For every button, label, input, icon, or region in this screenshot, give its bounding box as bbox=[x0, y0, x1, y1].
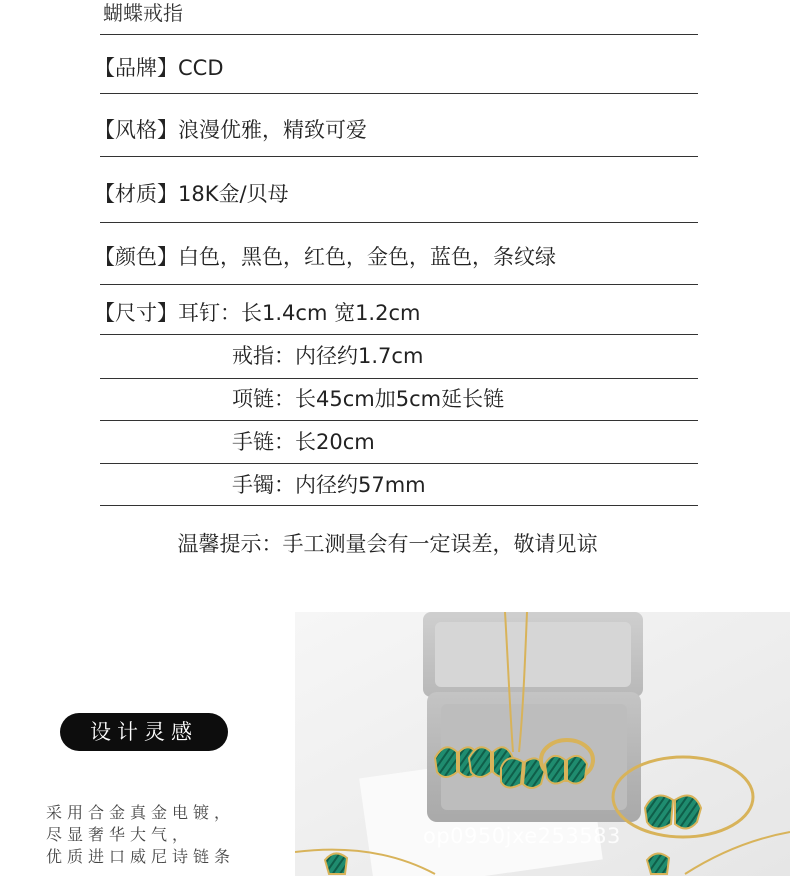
spec-key: 【材质】 bbox=[94, 182, 178, 206]
spec-key: 【品牌】 bbox=[94, 56, 178, 80]
design-line: 采用合金真金电镀， bbox=[46, 803, 236, 822]
spec-row-color bbox=[94, 243, 556, 271]
spec-row-size bbox=[94, 299, 420, 327]
divider bbox=[100, 222, 698, 223]
spec-row-style bbox=[94, 116, 367, 144]
spec-value: 白色，黑色，红色，金色，蓝色，条纹绿 bbox=[178, 245, 556, 269]
divider bbox=[100, 334, 698, 335]
spec-key: 【风格】 bbox=[94, 118, 178, 142]
butterfly-pendant-icon bbox=[501, 758, 545, 788]
spec-row-material bbox=[94, 180, 289, 208]
divider bbox=[100, 378, 698, 379]
divider bbox=[100, 420, 698, 421]
size-row-ring: 戒指：内径约1.7cm bbox=[232, 344, 424, 368]
spec-key: 【颜色】 bbox=[94, 245, 178, 269]
size-row-bangle: 手镯：内径约57mm bbox=[232, 473, 426, 497]
design-line: 尽显奢华大气， bbox=[46, 825, 194, 844]
product-photo bbox=[295, 612, 790, 876]
divider bbox=[100, 463, 698, 464]
divider bbox=[100, 156, 698, 157]
spec-key: 【尺寸】 bbox=[94, 301, 178, 325]
divider bbox=[100, 93, 698, 94]
divider bbox=[100, 284, 698, 285]
spec-row-brand bbox=[94, 54, 224, 82]
divider bbox=[100, 505, 698, 506]
size-row-necklace: 项链：长45cm加5cm延长链 bbox=[232, 387, 505, 411]
photo-watermark: op0950jxe253583 bbox=[423, 824, 621, 848]
measurement-tip: 温馨提示：手工测量会有一定误差，敬请见谅 bbox=[177, 532, 598, 556]
spec-value: 18K金/贝母 bbox=[178, 182, 289, 206]
spec-value: 耳钉：长1.4cm 宽1.2cm bbox=[178, 301, 421, 325]
size-row-bracelet: 手链：长20cm bbox=[232, 430, 375, 454]
product-title: 蝴蝶戒指 bbox=[103, 1, 183, 25]
spec-value: 浪漫优雅，精致可爱 bbox=[178, 118, 367, 142]
design-inspiration-label: 设计灵感 bbox=[60, 713, 228, 751]
divider bbox=[100, 34, 698, 35]
spec-value: CCD bbox=[178, 56, 224, 80]
design-line: 优质进口威尼诗链条 bbox=[46, 847, 236, 866]
